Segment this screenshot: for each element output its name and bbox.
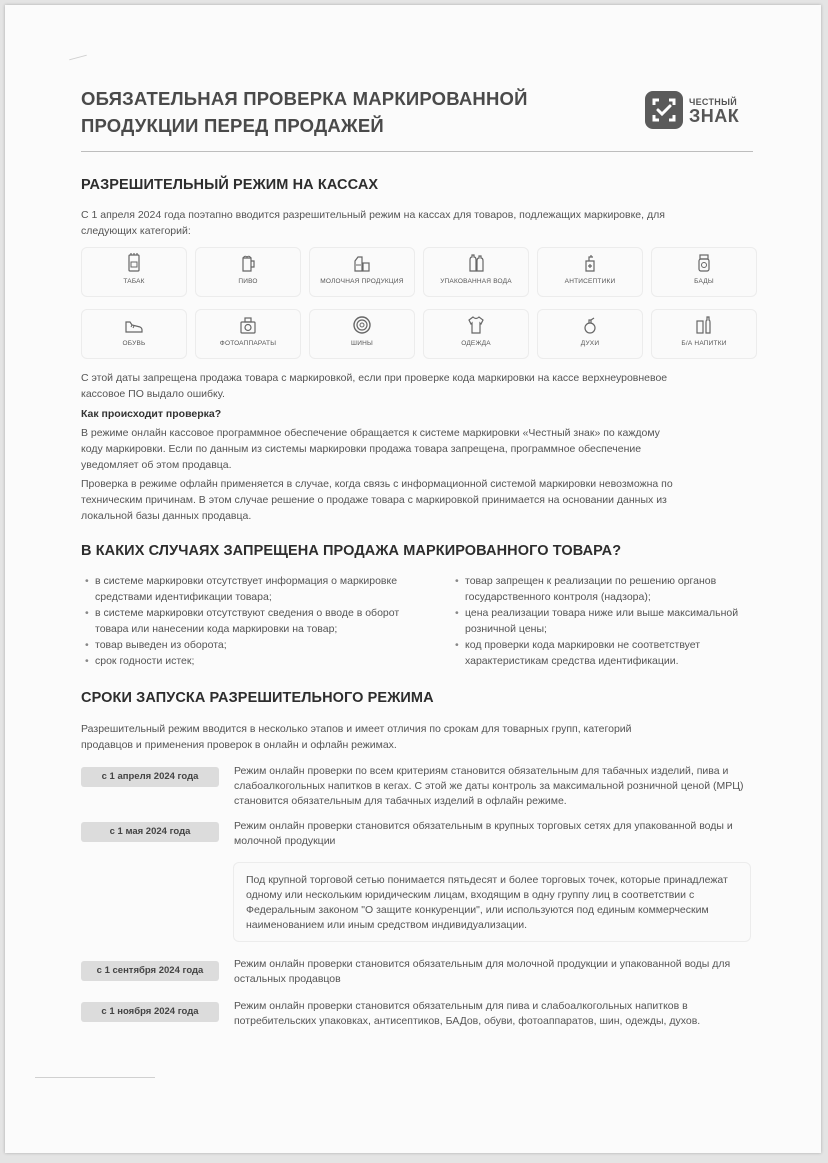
soft-drinks-icon [652, 314, 756, 336]
prohibited-list-left [85, 573, 430, 669]
online-check-text: В режиме онлайн кассовое программное обеспечение обращается к системе маркировки «Честный знак» по каждому коду маркировки. Если по данным из системы маркировки продажа товара запрещена, программное обеспечение уведомляет об этом продавца. [81, 427, 660, 471]
supplements-icon [652, 252, 756, 274]
question-heading: Как происходит проверка? [81, 408, 222, 420]
list-item: • в системе маркировки отсутствует информация о маркировке средствами идентификации товара; [85, 573, 430, 605]
schedule-text: Режим онлайн проверки становится обязательным для молочной продукции и упакованной воды для остальных продавцов [234, 958, 731, 985]
scan-artifact-mark [69, 55, 87, 61]
shoes-icon [82, 314, 186, 336]
water-icon [424, 252, 528, 274]
section-heading-launch-dates: СРОКИ ЗАПУСКА РАЗРЕШИТЕЛЬНОГО РЕЖИМА [81, 690, 434, 706]
list-item: • товар выведен из оборота; [85, 637, 430, 653]
section3-intro: Разрешительный режим вводится в несколько этапов и имеет отличия по срокам для товарных групп, категорий продавцов и применения проверок в онлайн и офлайн режимах. [81, 723, 632, 751]
date-badge: с 1 апреля 2024 года [81, 767, 219, 787]
beer-icon [196, 252, 300, 274]
date-badge: с 1 сентября 2024 года [81, 961, 219, 981]
category-tile: ШИНЫ [309, 309, 415, 359]
tobacco-icon [82, 252, 186, 274]
tire-icon [310, 314, 414, 336]
section1-intro: С 1 апреля 2024 года поэтапно вводится разрешительный режим на кассах для товаров, подлежащих маркировке, для следующих категорий: [81, 209, 665, 237]
category-tile: ФОТОАППАРАТЫ [195, 309, 301, 359]
restriction-text: С этой даты запрещена продажа товара с маркировкой, если при проверке кода маркировки на кассе верхнеуровневое кассовое ПО выдало ошибку. [81, 372, 668, 400]
perfume-icon [538, 314, 642, 336]
schedule-text: Режим онлайн проверки становится обязательным в крупных торговых сетях для упакованной воды и молочной продукции [234, 820, 733, 847]
category-tile: Б/А НАПИТКИ [651, 309, 757, 359]
category-tile: ОБУВЬ [81, 309, 187, 359]
section-heading-permissive-mode: РАЗРЕШИТЕЛЬНЫЙ РЕЖИМ НА КАССАХ [81, 177, 379, 193]
category-tile: БАДЫ [651, 247, 757, 297]
dairy-icon [310, 252, 414, 274]
scan-artifact-line [35, 1077, 155, 1078]
category-tile: АНТИСЕПТИКИ [537, 247, 643, 297]
document-page [5, 5, 821, 1153]
list-item: • цена реализации товара ниже или выше максимальной розничной цены; [455, 605, 755, 637]
category-tile: МОЛОЧНАЯ ПРОДУКЦИЯ [309, 247, 415, 297]
list-item: • код проверки кода маркировки не соответствует характеристикам средства идентификации. [455, 637, 755, 669]
category-tile: ТАБАК [81, 247, 187, 297]
header-divider [81, 151, 753, 152]
list-item: • срок годности истек; [85, 653, 430, 669]
prohibited-list-right [455, 573, 755, 669]
logo-mark-icon [645, 91, 683, 129]
chestny-znak-logo: ЧЕСТНЫЙ ЗНАК [645, 91, 757, 137]
clothing-icon [424, 314, 528, 336]
antiseptic-icon [538, 252, 642, 274]
large-chain-note: Под крупной торговой сетью понимается пятьдесят и более торговых точек, которые принадлежат одному или нескольким юридическим лицам, входящим в одну группу лиц в соответствии с Федеральным законом "О защите конкуренции", или используются под единым коммерческим наименованием или иным средством индивидуализации. [233, 862, 751, 942]
document-title: ОБЯЗАТЕЛЬНАЯ ПРОВЕРКА МАРКИРОВАННОЙ ПРОДУКЦИИ ПЕРЕД ПРОДАЖЕЙ [81, 88, 528, 136]
date-badge: с 1 ноября 2024 года [81, 1002, 219, 1022]
category-tile: ОДЕЖДА [423, 309, 529, 359]
list-item: • в системе маркировки отсутствуют сведения о вводе в оборот товара или нанесении кода маркировки на товар; [85, 605, 430, 637]
list-item: • товар запрещен к реализации по решению органов государственного контроля (надзора); [455, 573, 755, 605]
category-tile: ПИВО [195, 247, 301, 297]
section-heading-prohibited-cases: В КАКИХ СЛУЧАЯХ ЗАПРЕЩЕНА ПРОДАЖА МАРКИРОВАННОГО ТОВАРА? [81, 543, 622, 559]
offline-check-text: Проверка в режиме офлайн применяется в случае, когда связь с информационной системой маркировки невозможна по техническим причинам. В этом случае решение о продаже товара с маркировкой принимается на основании данных из локальной базы данных продавца. [81, 478, 673, 522]
category-tile: ДУХИ [537, 309, 643, 359]
schedule-text: Режим онлайн проверки по всем критериям становится обязательным для табачных изделий, пива и слабоалкогольных напитков в кегах. С этой же даты контроль за максимальной розничной ценой (МРЦ) становится обязательным для табачных изделий в офлайн режиме. [234, 765, 744, 807]
date-badge: с 1 мая 2024 года [81, 822, 219, 842]
category-tile: УПАКОВАННАЯ ВОДА [423, 247, 529, 297]
schedule-text: Режим онлайн проверки становится обязательным для пива и слабоалкогольных напитков в потребительских упаковках, антисептиков, БАДов, обуви, фотоаппаратов, шин, одежды, духов. [234, 1000, 701, 1027]
camera-icon [196, 314, 300, 336]
